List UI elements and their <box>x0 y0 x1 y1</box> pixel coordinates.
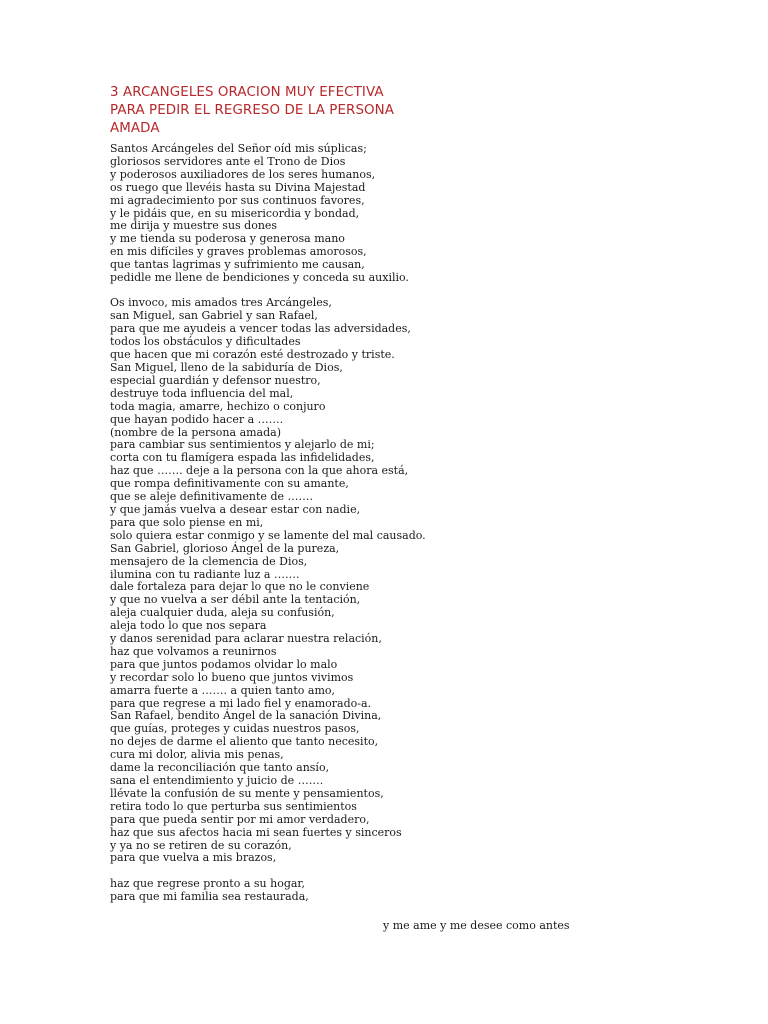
trailing-line: y me ame y me desee como antes <box>383 919 570 932</box>
stanza <box>110 143 490 285</box>
prayer-line: que hayan podido hacer a ……. <box>110 412 284 426</box>
prayer-line: corta con tu flamígera espada las infidelidades, <box>110 451 375 465</box>
prayer-line: os ruego que llevéis hasta su Divina Majestad <box>110 180 366 194</box>
prayer-line: especial guardián y defensor nuestro, <box>110 373 321 387</box>
prayer-line: y que jamás vuelva a desear estar con nadie, <box>110 502 361 516</box>
title-line: AMADA <box>110 121 160 136</box>
prayer-line: para que regrese a mi lado fiel y enamorado-a. <box>110 696 372 710</box>
prayer-line: san Miguel, san Gabriel y san Rafael, <box>110 309 318 323</box>
prayer-line: solo quiera estar conmigo y se lamente del mal causado. <box>110 528 426 542</box>
prayer-line: haz que volvamos a reunirnos <box>110 644 277 658</box>
prayer-line: y le pidáis que, en su misericordia y bondad, <box>110 206 360 220</box>
prayer-line: todos los obstáculos y dificultades <box>110 335 301 349</box>
prayer-line: que tantas lagrimas y sufrimiento me causan, <box>110 258 365 272</box>
prayer-line: y recordar solo lo bueno que juntos vivimos <box>110 670 354 684</box>
prayer-line: que rompa definitivamente con su amante, <box>110 477 349 491</box>
prayer-line: para que vuelva a mis brazos, <box>110 851 277 865</box>
prayer-line: que hacen que mi corazón esté destrozado y triste. <box>110 348 395 362</box>
prayer-line: San Rafael, bendito Ángel de la sanación Divina, <box>110 709 382 723</box>
document-title <box>110 84 440 138</box>
prayer-line: destruye toda influencia del mal, <box>110 386 294 400</box>
prayer-line: sana el entendimiento y juicio de ……. <box>110 774 324 787</box>
title-line: 3 ARCANGELES ORACION MUY EFECTIVA <box>110 85 384 100</box>
prayer-line: toda magia, amarre, hechizo o conjuro <box>110 399 326 413</box>
prayer-line: aleja todo lo que nos separa <box>110 619 267 633</box>
prayer-line: me dirija y muestre sus dones <box>110 219 278 233</box>
prayer-line: haz que ……. deje a la persona con la que ahora está, <box>110 464 409 478</box>
prayer-line: pedidle me llene de bendiciones y conceda su auxilio. <box>110 271 409 285</box>
prayer-line: mensajero de la clemencia de Dios, <box>110 554 308 568</box>
prayer-line: para que solo piense en mi, <box>110 515 264 529</box>
prayer-line: Os invoco, mis amados tres Arcángeles, <box>110 296 332 310</box>
prayer-line: que guías, proteges y cuidas nuestros pasos, <box>110 722 360 736</box>
prayer-line: San Miguel, lleno de la sabiduría de Dios, <box>110 361 343 374</box>
prayer-body <box>110 143 490 916</box>
prayer-line: para que pueda sentir por mi amor verdadero, <box>110 812 370 826</box>
prayer-line: para que me ayudeis a vencer todas las adversidades, <box>110 322 411 336</box>
prayer-line: aleja cualquier duda, aleja su confusión, <box>110 606 335 620</box>
prayer-line: para que mi familia sea restaurada, <box>110 889 309 903</box>
prayer-line: y ya no se retiren de su corazón, <box>110 838 292 852</box>
prayer-line: para cambiar sus sentimientos y alejarlo de mi; <box>110 438 375 452</box>
prayer-line: y que no vuelva a ser débil ante la tentación, <box>110 593 361 607</box>
prayer-line: mi agradecimiento por sus continuos favores, <box>110 193 365 207</box>
prayer-line: San Gabriel, glorioso Ángel de la pureza, <box>110 541 340 555</box>
stanza <box>110 878 490 904</box>
prayer-line: y me tienda su poderosa y generosa mano <box>110 232 345 246</box>
prayer-line: Santos Arcángeles del Señor oíd mis súplicas; <box>110 142 367 155</box>
prayer-line: amarra fuerte a ……. a quien tanto amo, <box>110 683 336 697</box>
prayer-line: dale fortaleza para dejar lo que no le conviene <box>110 580 370 594</box>
prayer-line: cura mi dolor, alivia mis penas, <box>110 748 284 762</box>
prayer-line: no dejes de darme el aliento que tanto necesito, <box>110 735 379 749</box>
prayer-line: (nombre de la persona amada) <box>110 425 282 439</box>
prayer-line: en mis difíciles y graves problemas amorosos, <box>110 245 367 259</box>
prayer-line: retira todo lo que perturba sus sentimientos <box>110 799 357 813</box>
prayer-line: y poderosos auxiliadores de los seres humanos, <box>110 167 376 181</box>
prayer-line: haz que regrese pronto a su hogar, <box>110 876 305 890</box>
prayer-line: y danos serenidad para aclarar nuestra relación, <box>110 632 382 646</box>
prayer-line: ilumina con tu radiante luz a ……. <box>110 567 300 581</box>
prayer-line: para que juntos podamos olvidar lo malo <box>110 657 338 671</box>
title-line: PARA PEDIR EL REGRESO DE LA PERSONA <box>110 103 395 118</box>
prayer-line: que se aleje definitivamente de ……. <box>110 490 313 504</box>
prayer-line: haz que sus afectos hacia mi sean fuertes y sinceros <box>110 825 402 839</box>
prayer-line: gloriosos servidores ante el Trono de Dios <box>110 154 346 168</box>
prayer-line: dame la reconciliación que tanto ansío, <box>110 761 330 775</box>
stanza <box>110 297 490 865</box>
prayer-line: llévate la confusión de su mente y pensamientos, <box>110 786 384 800</box>
